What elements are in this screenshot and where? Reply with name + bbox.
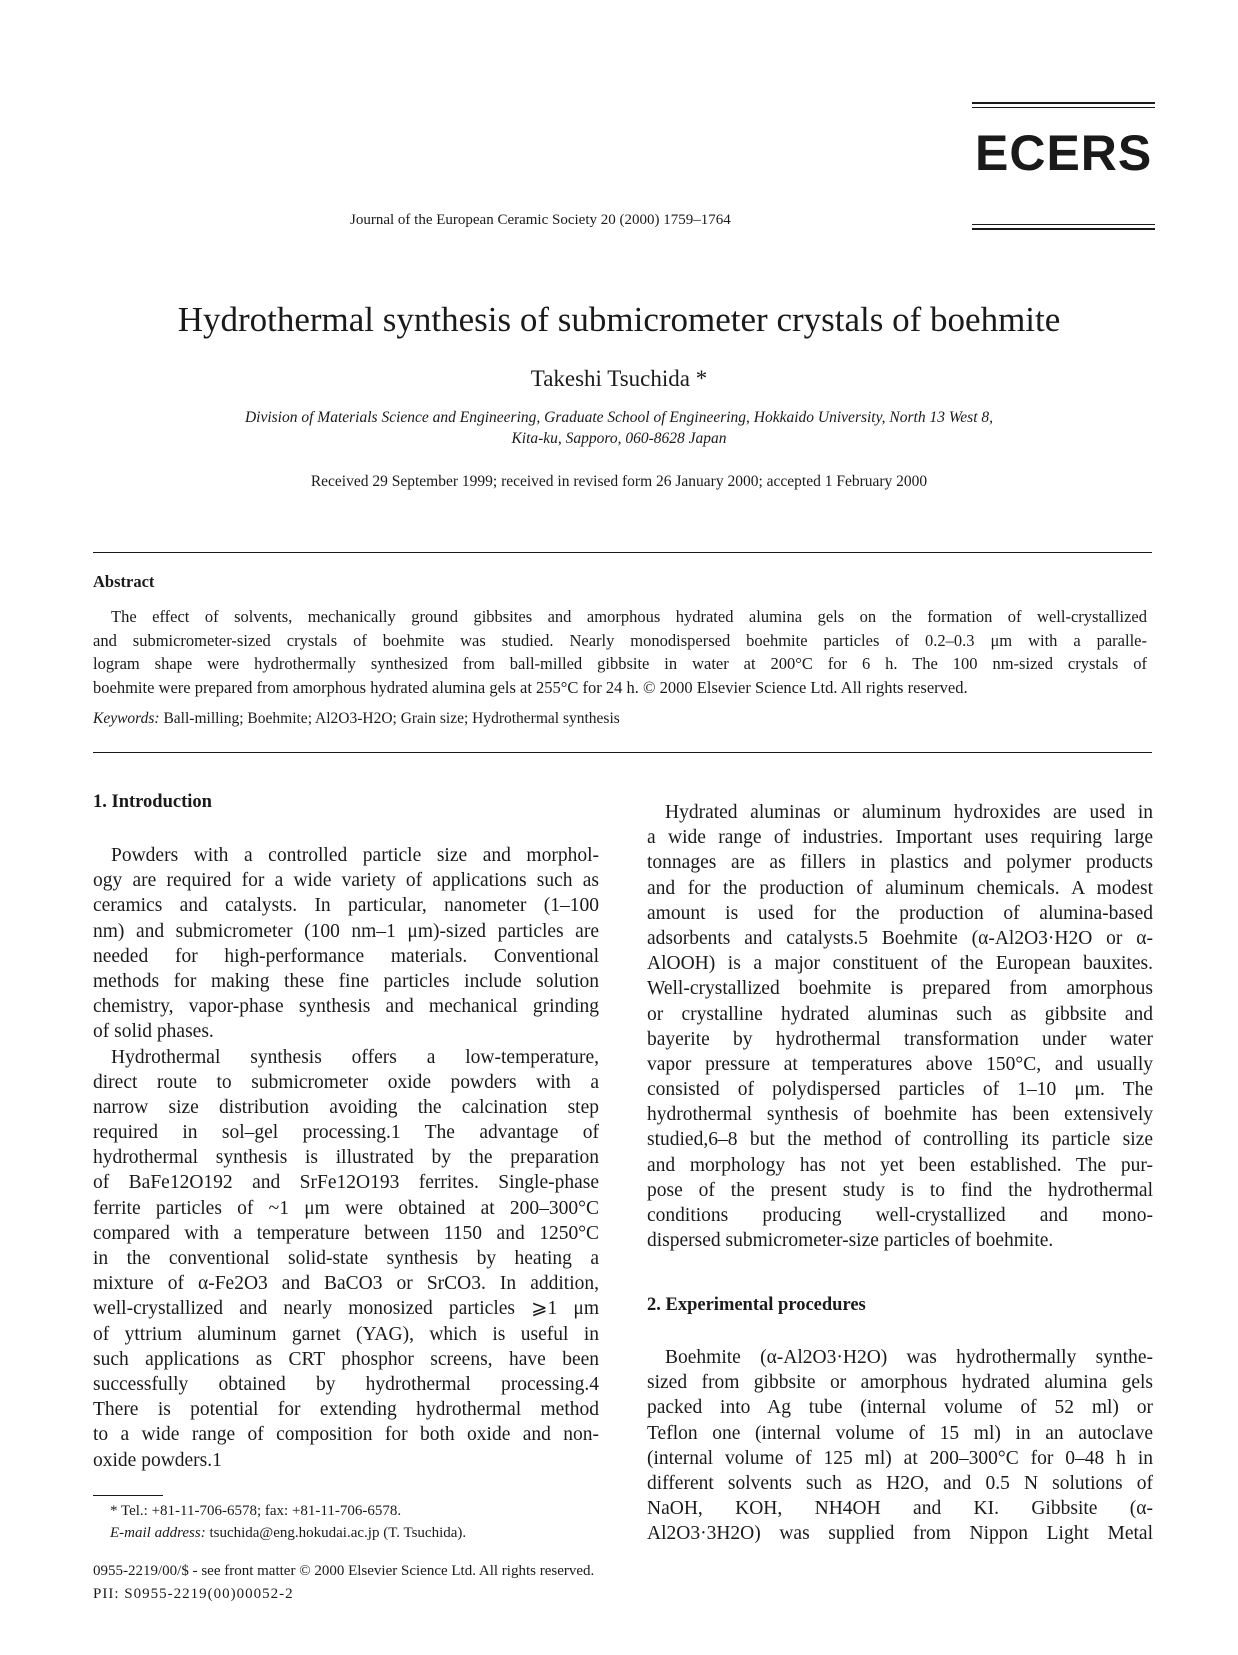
text-line: hydrothermal synthesis is illustrated by the preparation: [93, 1147, 599, 1169]
right-column-text: [647, 800, 1153, 1253]
footnote-contact: * Tel.: +81-11-706-6578; fax: +81-11-706-6578.: [110, 1503, 402, 1519]
abstract-line: boehmite were prepared from amorphous hydrated alumina gels at 255°C for 24 h. © 2000 Elsevier Science Ltd. All rights reserved.: [93, 677, 968, 697]
text-line: needed for high-performance materials. Conventional: [93, 945, 599, 967]
text-line: oxide powders.1: [93, 1449, 222, 1471]
text-line: well-crystallized and nearly monosized particles ⩾1 μm: [93, 1298, 599, 1320]
text-line: Al2O3·3H2O) was supplied from Nippon Light Metal: [647, 1523, 1153, 1545]
text-line: (internal volume of 125 ml) at 200–300°C for 0–48 h in: [647, 1447, 1153, 1469]
header-rule-bottom-2: [972, 228, 1155, 230]
received-dates: Received 29 September 1999; received in revised form 26 January 2000; accepted 1 February 2000: [310, 473, 928, 490]
text-line: consisted of polydispersed particles of 1–10 μm. The: [647, 1079, 1153, 1101]
abstract-bottom-rule: [93, 752, 1152, 753]
keywords-label: Keywords:: [93, 710, 160, 727]
section-heading-experimental: 2. Experimental procedures: [647, 1295, 866, 1315]
abstract-line: and submicrometer-sized crystals of boehmite was studied. Nearly monodispersed boehmite particles of 0.2–0.3 μm with a paralle-: [93, 630, 1147, 650]
text-line: Well-crystallized boehmite is prepared from amorphous: [647, 978, 1153, 1000]
text-line: of solid phases.: [93, 1021, 214, 1043]
text-line: to a wide range of composition for both oxide and non-: [93, 1424, 599, 1446]
text-line: amount is used for the production of alumina-based: [647, 902, 1153, 924]
abstract-line: logram shape were hydrothermally synthesized from ball-milled gibbsite in water at 200°C for 6 h. The 100 nm-sized crystals of: [93, 654, 1147, 673]
front-matter-notice: 0955-2219/00/$ - see front matter © 2000 Elsevier Science Ltd. All rights reserved.: [93, 1563, 595, 1579]
text-line: and for the production of aluminum chemicals. A modest: [647, 877, 1153, 899]
abstract-line: The effect of solvents, mechanically ground gibbsites and amorphous hydrated alumina gels on the formation of well-crystallized: [111, 607, 1147, 626]
text-line: packed into Ag tube (internal volume of 52 ml) or: [647, 1397, 1153, 1419]
text-line: required in sol–gel processing.1 The advantage of: [93, 1122, 599, 1144]
text-line: adsorbents and catalysts.5 Boehmite (α-Al2O3·H2O or α-: [647, 927, 1153, 949]
text-line: pose of the present study is to find the hydrothermal: [647, 1179, 1153, 1201]
text-line: such applications as CRT phosphor screens, have been: [93, 1348, 599, 1370]
text-line: and morphology has not yet been established. The pur-: [647, 1154, 1153, 1176]
text-line: methods for making these fine particles include solution: [93, 970, 599, 992]
text-line: ogy are required for a wide variety of applications such as: [93, 870, 599, 892]
article-title: Hydrothermal synthesis of submicrometer crystals of boehmite: [177, 300, 1061, 339]
text-line: different solvents such as H2O, and 0.5 N solutions of: [647, 1472, 1153, 1494]
text-line: tonnages are as fillers in plastics and polymer products: [647, 852, 1153, 874]
keywords-list: Ball-milling; Boehmite; Al2O3-H2O; Grain size; Hydrothermal synthesis: [163, 710, 620, 727]
text-line: compared with a temperature between 1150 and 1250°C: [93, 1222, 599, 1244]
text-line: vapor pressure at temperatures above 150°C, and usually: [647, 1053, 1153, 1075]
text-line: studied,6–8 but the method of controlling its particle size: [647, 1129, 1153, 1151]
text-line: sized from gibbsite or amorphous hydrated alumina gels: [647, 1372, 1153, 1394]
text-line: conditions producing well-crystallized and mono-: [647, 1205, 1153, 1226]
article-author: Takeshi Tsuchida *: [530, 366, 708, 391]
journal-logo: ECERS: [975, 125, 1153, 181]
section-heading-introduction: 1. Introduction: [93, 792, 212, 812]
text-line: successfully obtained by hydrothermal processing.4: [93, 1373, 599, 1395]
author-affiliation-line1: Division of Materials Science and Engineering, Graduate School of Engineering, Hokkaido University, North 13 West 8,: [244, 409, 994, 426]
header-rule-top-1: [972, 102, 1155, 104]
text-line: hydrothermal synthesis of boehmite has been extensively: [647, 1104, 1153, 1126]
text-line: AlOOH) is a major constituent of the European bauxites.: [647, 953, 1153, 975]
footnote-rule: [93, 1495, 163, 1496]
text-line: Powders with a controlled particle size and morphol-: [111, 845, 599, 866]
email-address[interactable]: tsuchida@eng.hokudai.ac.jp (T. Tsuchida).: [209, 1525, 467, 1541]
text-line: a wide range of industries. Important uses requiring large: [647, 827, 1153, 849]
text-line: direct route to submicrometer oxide powders with a: [93, 1071, 599, 1093]
author-affiliation-line2: Kita-ku, Sapporo, 060-8628 Japan: [511, 430, 727, 447]
text-line: bayerite by hydrothermal transformation under water: [647, 1028, 1153, 1050]
abstract-top-rule: [93, 552, 1152, 553]
text-line: NaOH, KOH, NH4OH and KI. Gibbsite (α-: [647, 1498, 1153, 1520]
text-line: nm) and submicrometer (100 nm–1 μm)-sized particles are: [93, 920, 599, 942]
journal-citation: Journal of the European Ceramic Society 20 (2000) 1759–1764: [350, 212, 731, 228]
abstract-body: [93, 605, 1147, 699]
email-label: E-mail address:: [110, 1525, 206, 1541]
text-line: chemistry, vapor-phase synthesis and mechanical grinding: [93, 996, 599, 1018]
text-line: Hydrated aluminas or aluminum hydroxides are used in: [665, 802, 1153, 823]
pii-identifier: PII: S0955-2219(00)00052-2: [93, 1586, 294, 1602]
text-line: mixture of α-Fe2O3 and BaCO3 or SrCO3. In addition,: [93, 1273, 599, 1295]
header-rule-top-2: [972, 107, 1155, 108]
text-line: of yttrium aluminum garnet (YAG), which is useful in: [93, 1323, 599, 1345]
text-line: ferrite particles of ~1 μm were obtained at 200–300°C: [93, 1197, 599, 1219]
text-line: of BaFe12O192 and SrFe12O193 ferrites. Single-phase: [93, 1172, 599, 1194]
experimental-text: [647, 1345, 1153, 1547]
text-line: Teflon one (internal volume of 15 ml) in an autoclave: [647, 1422, 1153, 1444]
abstract-heading: Abstract: [93, 572, 155, 591]
text-line: dispersed submicrometer-size particles of boehmite.: [647, 1230, 1054, 1252]
keywords: [93, 710, 620, 728]
introduction-text: [93, 843, 599, 1473]
text-line: in the conventional solid-state synthesis by heating a: [93, 1248, 599, 1269]
footnote-email: [110, 1525, 466, 1542]
text-line: Hydrothermal synthesis offers a low-temperature,: [111, 1046, 599, 1068]
text-line: or crystalline hydrated aluminas such as gibbsite and: [647, 1003, 1153, 1025]
text-line: There is potential for extending hydrothermal method: [93, 1399, 599, 1421]
text-line: narrow size distribution avoiding the calcination step: [93, 1096, 599, 1118]
header-rule-bottom-1: [972, 224, 1155, 225]
text-line: Boehmite (α-Al2O3·H2O) was hydrothermally synthe-: [665, 1347, 1153, 1368]
text-line: ceramics and catalysts. In particular, nanometer (1–100: [93, 895, 599, 917]
